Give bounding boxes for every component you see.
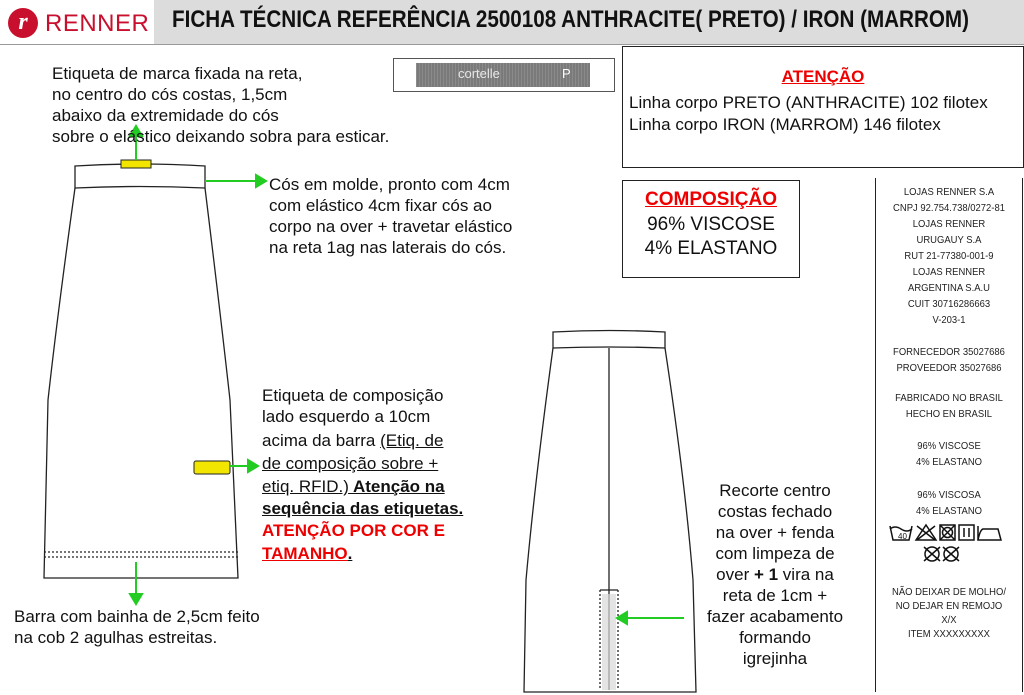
- composition-label-swatch: [194, 461, 230, 474]
- note-hem-line1: Barra com bainha de 2,5cm feito: [14, 607, 260, 626]
- note-comp-line2: lado esquerdo a 10cm: [262, 407, 431, 426]
- composition-heading: COMPOSIÇÃO: [645, 189, 777, 210]
- line-dry-icon: [959, 525, 974, 540]
- note-brand-label-line4: sobre o elástico deixando sobra para esticar.: [52, 127, 390, 146]
- note-waistband-line2: com elástico 4cm fixar cós ao: [269, 196, 492, 215]
- logo-r-icon: r: [8, 8, 38, 38]
- note-comp-line6: sequência das etiquetas.: [262, 499, 464, 518]
- brand-tag-size: P: [562, 66, 571, 81]
- iron-icon: [978, 526, 1001, 540]
- note-comp-line4: de composição sobre +: [262, 454, 439, 473]
- page-title: FICHA TÉCNICA REFERÊNCIA 2500108 ANTHRACITE( PRETO) / IRON (MARROM): [172, 6, 969, 33]
- thread-line-iron: Linha corpo IRON (MARROM) 146 filotex: [629, 115, 941, 134]
- brand-label-swatch: [121, 160, 151, 168]
- no-bleach-icon: [916, 525, 936, 540]
- note-comp-line5: etiq. RFID.) Atenção na: [262, 477, 445, 496]
- composition-box: [622, 180, 800, 278]
- care-symbols-icon: [888, 522, 1012, 564]
- composition-line2: 4% ELASTANO: [644, 238, 778, 259]
- note-waistband-line3: corpo na over + travetar elástico: [269, 217, 513, 236]
- thread-line-preto: Linha corpo PRETO (ANTHRACITE) 102 filotex: [629, 93, 988, 112]
- note-waistband-line1: Cós em molde, pronto com 4cm: [269, 175, 510, 194]
- note-back-seam: Recorte centro costas fechado na over + fenda com limpeza de over + 1 vira na reta de 1cm + fazer acabamento formando igrejinha: [706, 481, 844, 668]
- attention-heading: ATENÇÃO: [781, 67, 865, 86]
- logo-text: RENNER: [45, 10, 150, 37]
- note-comp-line3: acima da barra (Etiq. de: [262, 431, 444, 450]
- note-brand-label-line2: no centro do cós costas, 1,5cm: [52, 85, 288, 104]
- skirt-front-drawing: [44, 164, 238, 578]
- care-label: LOJAS RENNER S.A CNPJ 92.754.738/0272-81 LOJAS RENNER URUGAUY S.A RUT 21-77380-001-9 LOJAS RENNER ARGENTINA S.A.U CUIT 30716286663 V-203-1 FORNECEDOR 35027686 PROVEEDOR 35027686 FABRICADO NO BRASIL HECHO EN BRASIL 96% VISCOSE 4% ELASTANO 96% VISCOSA 4% ELASTANO 40 NÃO DEIXAR DE MOLHO/ NO DEJAR EN REMOJO X/X ITEM XXXXXXXXX: [875, 178, 1023, 692]
- note-comp-line8: TAMANHO.: [262, 544, 353, 563]
- wet-clean-icon: [943, 547, 959, 561]
- note-comp-line1: Etiqueta de composição: [262, 386, 444, 405]
- note-waistband-line4: na reta 1ag nas laterais do cós.: [269, 238, 507, 257]
- note-hem-line2: na cob 2 agulhas estreitas.: [14, 628, 218, 647]
- tumble-dry-icon: [940, 525, 955, 540]
- note-comp-line7: ATENÇÃO POR COR E: [262, 521, 445, 540]
- composition-line1: 96% VISCOSE: [647, 214, 775, 235]
- note-brand-label-line1: Etiqueta de marca fixada na reta,: [52, 64, 303, 83]
- note-brand-label-line3: abaixo da extremidade do cós: [52, 106, 279, 125]
- brand-tag-name: cortelle: [458, 66, 500, 81]
- no-dry-clean-icon: [924, 547, 940, 561]
- brand-tag-image: [393, 58, 615, 92]
- thread-attention-box: [622, 46, 1024, 168]
- svg-text:40: 40: [898, 532, 907, 541]
